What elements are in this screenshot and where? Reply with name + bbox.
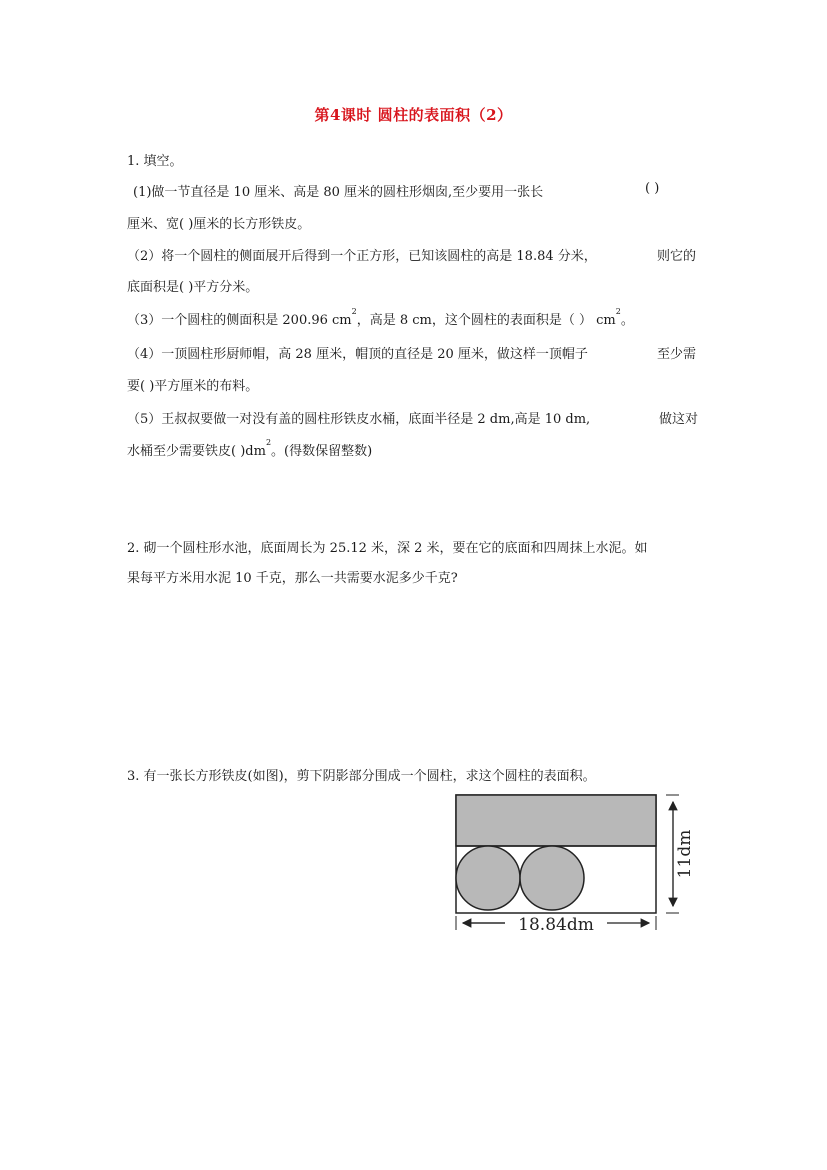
base-circle-left [456,846,520,910]
tin-sheet-diagram [447,790,695,940]
base-circle-right [520,846,584,910]
question-2-line1: 2. 砌一个圆柱形水池，底面周长为 25.12 米，深 2 米，要在它的底面和四周抹上水泥。如 [127,541,648,556]
q1-item1-blank: ( ) [645,181,660,196]
q1-item1-line1: (1)做一节直径是 10 厘米、高是 80 厘米的圆柱形烟囱,至少要用一张长 [133,185,544,200]
q1-item5-line1-end: 做这对 [659,412,699,427]
q1-item5-line1: （5）王叔叔要做一对没有盖的圆柱形铁皮水桶，底面半径是 2 dm,高是 10 dm, [127,412,591,427]
q1-item3-line [127,309,634,328]
q1-item3-text-c: 。 [620,313,634,328]
page-title: 第4课时 圆柱的表面积（2） [314,106,513,124]
q1-item5-text-b: 水桶至少需要铁皮( )dm [127,444,266,459]
shaded-strip [456,795,656,846]
q1-item1-line2: 厘米、宽( )厘米的长方形铁皮。 [127,217,311,232]
height-label: 11dm [675,829,695,879]
question-3-line1: 3. 有一张长方形铁皮(如图)，剪下阴影部分围成一个圆柱，求这个圆柱的表面积。 [127,769,596,784]
width-label: 18.84dm [518,915,594,935]
q1-item4-line2: 要( )平方厘米的布料。 [127,379,259,394]
q1-item2-line2: 底面积是( )平方分米。 [127,280,259,295]
q1-item5-sup: 2 [265,438,272,447]
q1-item2-line1-end: 则它的 [657,249,697,264]
q1-item2-line1: （2）将一个圆柱的侧面展开后得到一个正方形，已知该圆柱的高是 18.84 分米， [127,249,597,264]
q1-item3-sup-a: 2 [351,307,357,316]
tin-sheet-figure [447,790,695,940]
q1-item4-line1-end: 至少需 [657,347,697,362]
question-2-line2: 果每平方米用水泥 10 千克，那么一共需要水泥多少千克? [127,571,458,586]
q1-item4-line1: （4）一顶圆柱形厨师帽，高 28 厘米，帽顶的直径是 20 厘米，做这样一顶帽子 [127,347,588,362]
q1-item3-text-a: （3）一个圆柱的侧面积是 200.96 cm [127,313,352,328]
q1-item5-text-c: 。(得数保留整数) [271,444,373,459]
q1-item3-text-b: ，高是 8 cm，这个圆柱的表面积是（ ） cm [356,313,616,328]
question-1-heading: 1. 填空。 [127,154,183,169]
q1-item3-sup-b: 2 [615,307,621,316]
q1-item5-line2 [127,440,372,459]
